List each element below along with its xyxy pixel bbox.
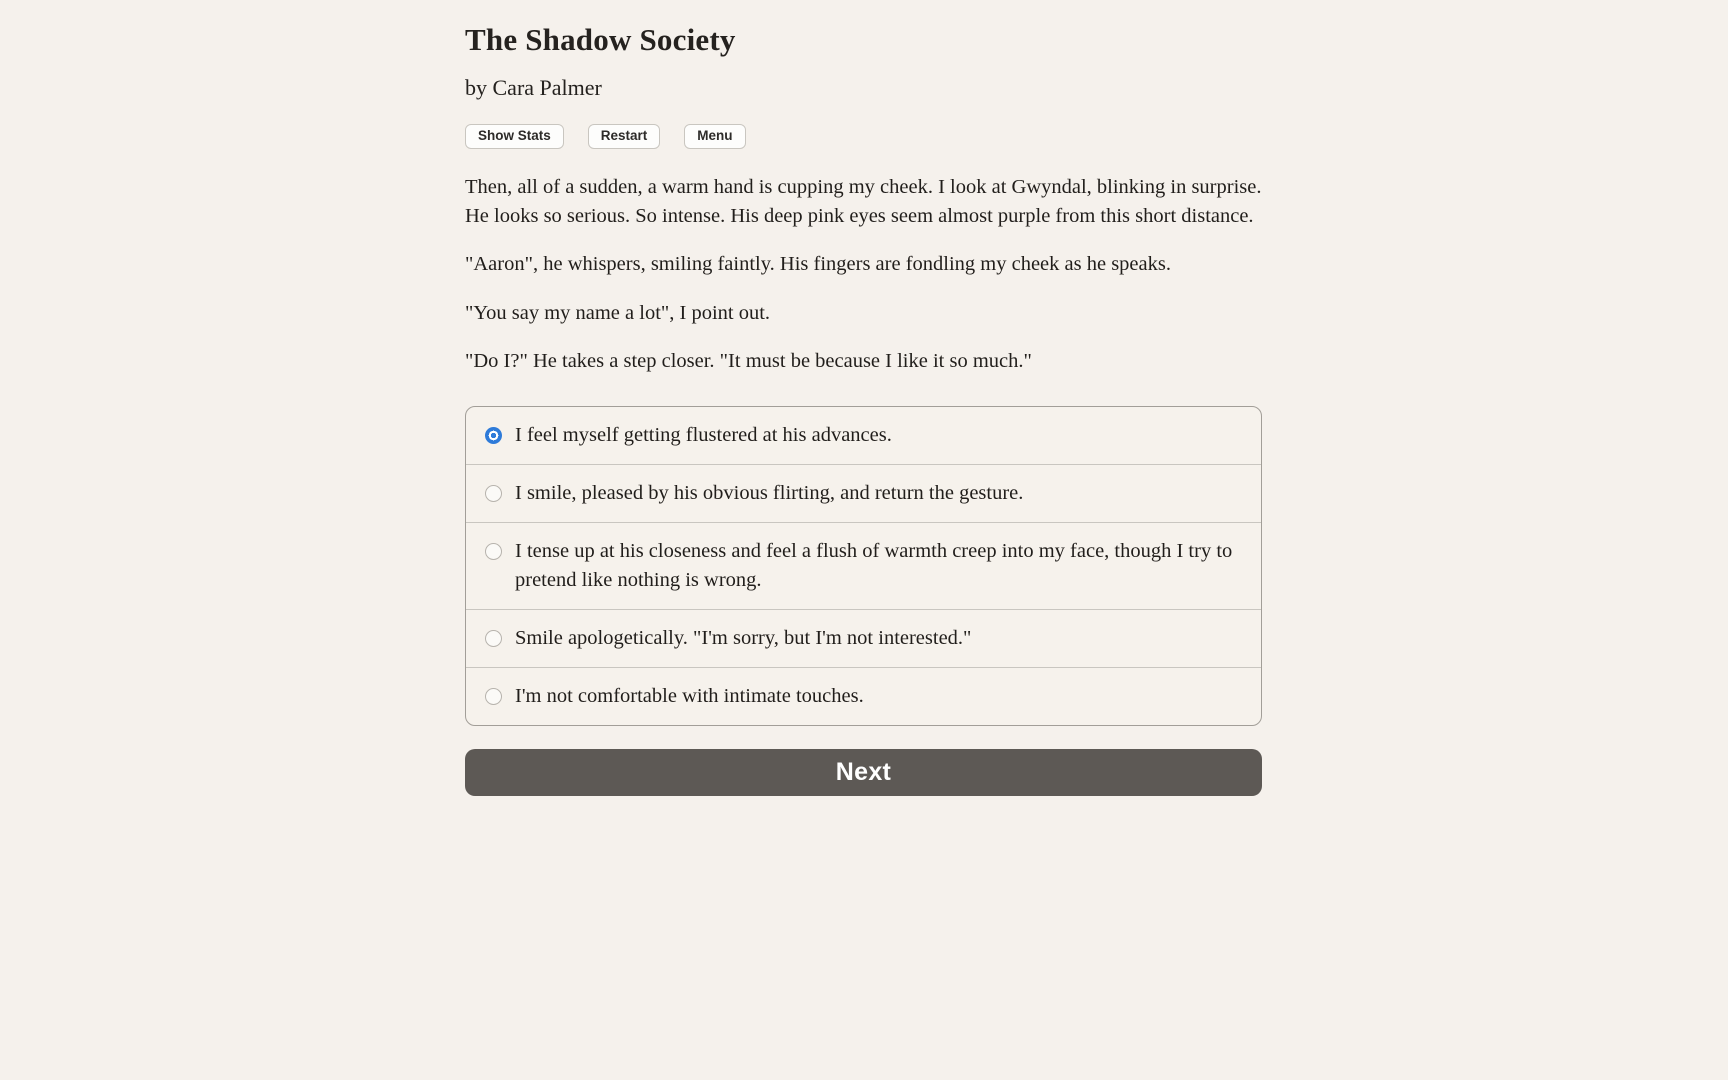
radio-button-icon[interactable]: [485, 427, 502, 444]
choice-label: I'm not comfortable with intimate touches.: [515, 684, 864, 707]
menu-button[interactable]: Menu: [684, 124, 745, 149]
restart-button[interactable]: Restart: [588, 124, 661, 149]
radio-button-icon[interactable]: [485, 485, 502, 502]
choice-option[interactable]: [466, 609, 1261, 667]
choice-option[interactable]: [466, 464, 1261, 522]
story-paragraph: "Do I?" He takes a step closer. "It must be because I like it so much.": [465, 350, 1032, 372]
choice-label: Smile apologetically. "I'm sorry, but I'm not interested.": [515, 626, 972, 649]
story-paragraph: "You say my name a lot", I point out.: [465, 301, 771, 324]
show-stats-button[interactable]: Show Stats: [465, 124, 564, 149]
choice-option[interactable]: [466, 667, 1261, 725]
story-paragraph: "Aaron", he whispers, smiling faintly. His fingers are fondling my cheek as he speaks.: [465, 253, 1171, 275]
content-column: [465, 0, 1262, 796]
story-paragraph: Then, all of a sudden, a warm hand is cupping my cheek. I look at Gwyndal, blinking in surprise. He looks so serious. So intense. His deep pink eyes seem almost purple from this short distance.: [465, 176, 1262, 227]
story-text: [465, 173, 1262, 376]
choice-label: I tense up at his closeness and feel a flush of warmth creep into my face, though I try to pretend like nothing is wrong.: [515, 539, 1233, 591]
page-title: The Shadow Society: [465, 22, 736, 57]
choice-label: I feel myself getting flustered at his advances.: [515, 423, 892, 446]
radio-button-icon[interactable]: [485, 688, 502, 705]
choice-group: [465, 406, 1262, 726]
toolbar: [465, 124, 1262, 149]
radio-button-icon[interactable]: [485, 543, 502, 560]
choice-label: I smile, pleased by his obvious flirting, and return the gesture.: [515, 481, 1024, 504]
choice-option[interactable]: [466, 522, 1261, 609]
choice-option[interactable]: [466, 407, 1261, 464]
author-byline: by Cara Palmer: [465, 75, 602, 100]
next-button[interactable]: Next: [465, 749, 1262, 796]
radio-button-icon[interactable]: [485, 630, 502, 647]
